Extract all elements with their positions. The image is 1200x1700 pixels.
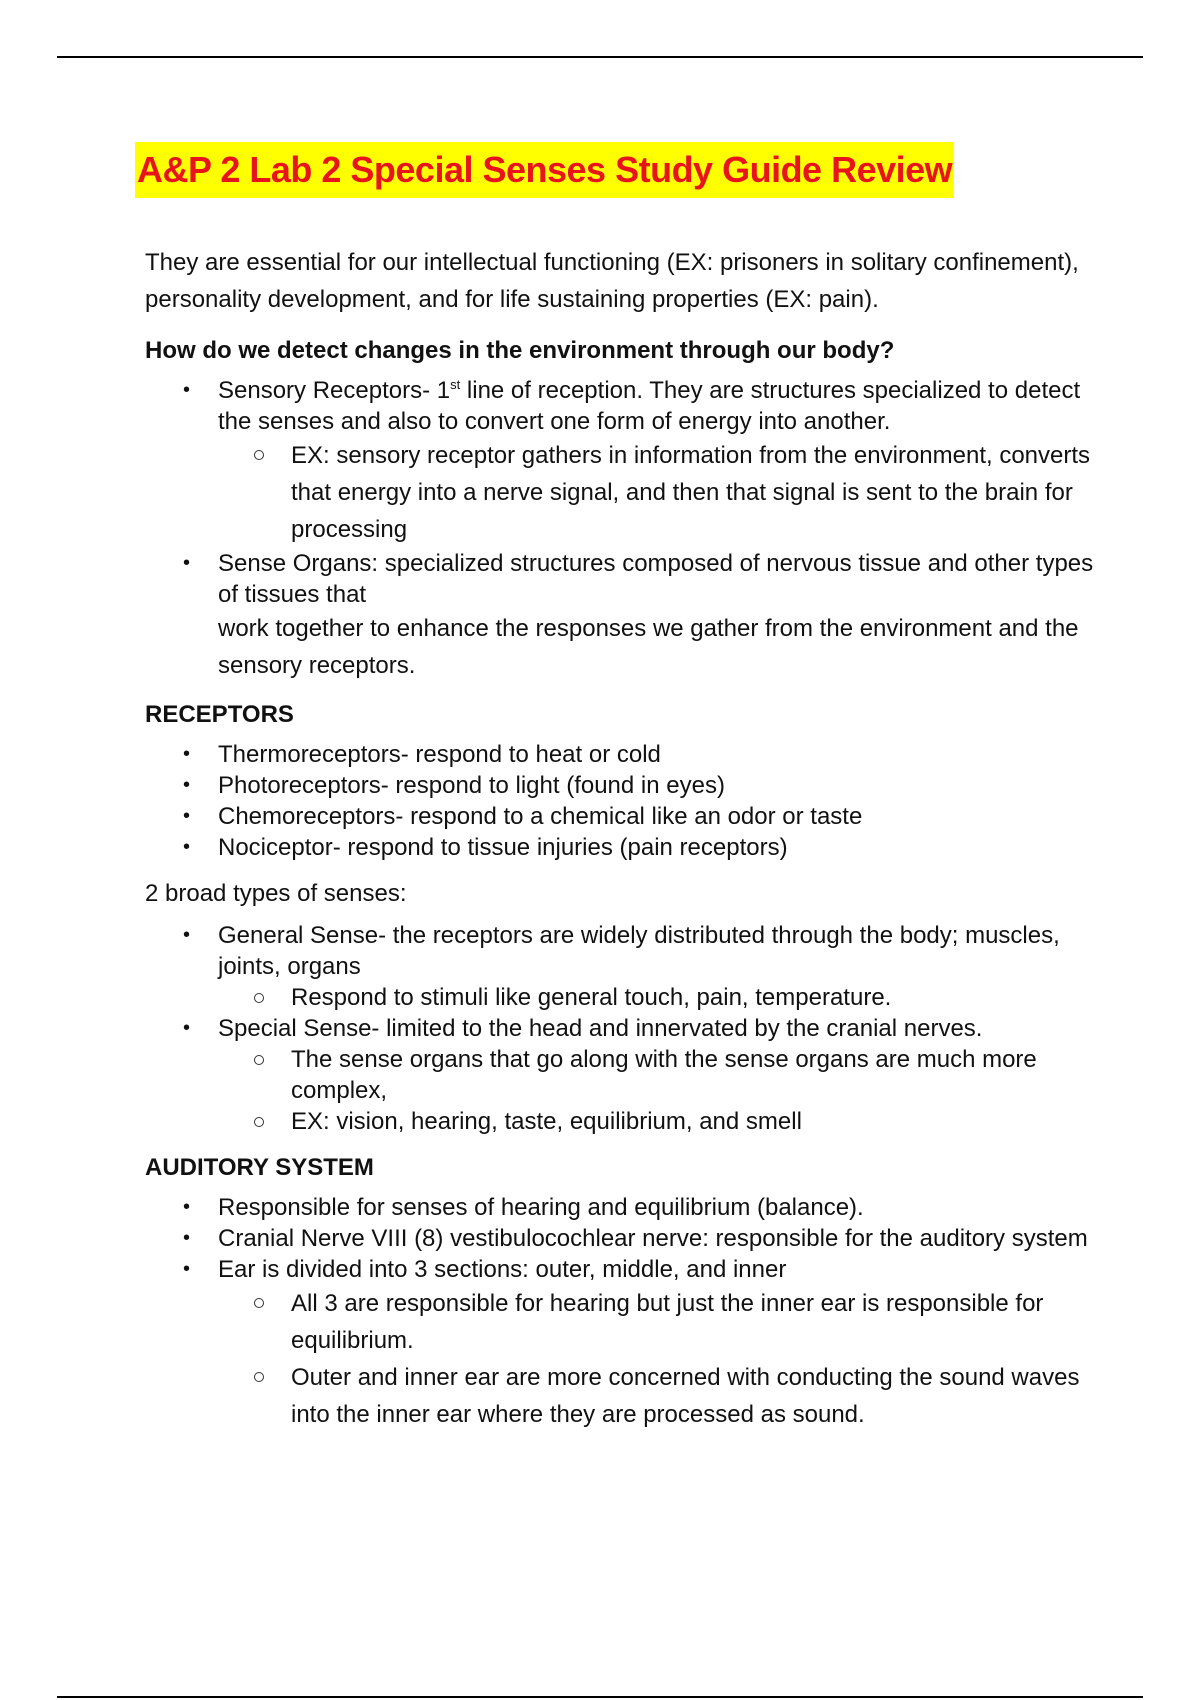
auditory-text: Ear is divided into 3 sections: outer, middle, and inner (218, 1256, 787, 1283)
detect-list (145, 375, 1095, 684)
section-heading-auditory: AUDITORY SYSTEM (145, 1154, 374, 1181)
list-item (145, 1192, 1095, 1223)
receptors-list (145, 739, 1095, 863)
sub-list (218, 437, 1095, 548)
circle-bullet-icon (254, 993, 264, 1003)
circle-bullet-icon (254, 1055, 264, 1065)
sub-list-item (218, 1044, 1095, 1106)
list-item (145, 375, 1095, 548)
sub-list-item (218, 1359, 1095, 1433)
bullet-icon: • (183, 836, 191, 858)
circle-bullet-icon (254, 1298, 264, 1308)
sub-list (218, 1285, 1095, 1433)
receptor-text: Nociceptor- respond to tissue injuries (pain receptors) (218, 834, 788, 861)
footer-rule (57, 1696, 1143, 1698)
sensory-receptors-desc: line of reception. They are structures specialized to detect the senses and also to convert one form of energy into another. (218, 377, 1081, 435)
general-sense-text: General Sense- the receptors are widely distributed through the body; muscles, joints, organs (218, 922, 1060, 980)
section-heading-detect: How do we detect changes in the environment through our body? (145, 337, 895, 364)
list-item (145, 739, 1095, 770)
special-sense-text: Special Sense- limited to the head and innervated by the cranial nerves. (218, 1015, 983, 1042)
document-body (145, 244, 1095, 1445)
bullet-icon: • (183, 1196, 191, 1218)
bullet-icon: • (183, 1017, 191, 1039)
sub-list-item (218, 437, 1095, 548)
title-block (135, 142, 954, 198)
sub-list (218, 1044, 1095, 1137)
senses-intro: 2 broad types of senses: (145, 880, 407, 907)
list-item (145, 832, 1095, 863)
bullet-icon: • (183, 805, 191, 827)
receptor-text: Photoreceptors- respond to light (found in eyes) (218, 772, 725, 799)
sub-item-text: The sense organs that go along with the sense organs are much more complex, (291, 1046, 1037, 1104)
sub-item-text: Outer and inner ear are more concerned with conducting the sound waves into the inner ear where they are processed as sound. (291, 1364, 1080, 1428)
circle-bullet-icon (254, 1117, 264, 1127)
list-item (145, 770, 1095, 801)
bullet-icon: • (183, 552, 191, 574)
sub-item-text: Respond to stimuli like general touch, pain, temperature. (291, 984, 892, 1011)
bullet-icon: • (183, 379, 191, 401)
sensory-receptors-label: Sensory Receptors- 1 (218, 377, 451, 404)
sense-organs-text: Sense Organs: specialized structures composed of nervous tissue and other types of tissues that (218, 550, 1094, 608)
sub-list-item (218, 1285, 1095, 1359)
list-item (145, 920, 1095, 1013)
bullet-icon: • (183, 924, 191, 946)
list-item (145, 801, 1095, 832)
auditory-text: Responsible for senses of hearing and equilibrium (balance). (218, 1194, 864, 1221)
list-item (145, 1223, 1095, 1254)
circle-bullet-icon (254, 1372, 264, 1382)
ordinal-suffix: st (450, 377, 461, 392)
bullet-icon: • (183, 1258, 191, 1280)
section-heading-receptors: RECEPTORS (145, 701, 294, 728)
sub-item-text: All 3 are responsible for hearing but just the inner ear is responsible for equilibrium. (291, 1290, 1044, 1354)
auditory-list (145, 1192, 1095, 1433)
page-title: A&P 2 Lab 2 Special Senses Study Guide Review (135, 142, 954, 198)
receptor-text: Thermoreceptors- respond to heat or cold (218, 741, 661, 768)
sub-list-item (218, 982, 1095, 1013)
sub-item-text: EX: vision, hearing, taste, equilibrium, and smell (291, 1108, 802, 1135)
bullet-icon: • (183, 743, 191, 765)
sensory-receptors-text (218, 377, 1080, 435)
bullet-icon: • (183, 1227, 191, 1249)
list-item (145, 1013, 1095, 1137)
senses-list (145, 920, 1095, 1137)
receptor-text: Chemoreceptors- respond to a chemical like an odor or taste (218, 803, 863, 830)
header-rule (57, 56, 1143, 58)
sub-list (218, 982, 1095, 1013)
sub-list-item (218, 1106, 1095, 1137)
bullet-icon: • (183, 774, 191, 796)
intro-paragraph: They are essential for our intellectual functioning (EX: prisoners in solitary confinement), personality development, and for life sustaining properties (EX: pain). (145, 249, 1079, 313)
list-item (145, 548, 1095, 684)
auditory-text: Cranial Nerve VIII (8) vestibulocochlear nerve: responsible for the auditory system (218, 1225, 1088, 1252)
sense-organs-continued: work together to enhance the responses we gather from the environment and the sensory receptors. (218, 615, 1079, 679)
circle-bullet-icon (254, 450, 264, 460)
list-item (145, 1254, 1095, 1433)
sub-item-text: EX: sensory receptor gathers in information from the environment, converts that energy into a nerve signal, and then that signal is sent to the brain for processing (291, 442, 1091, 543)
